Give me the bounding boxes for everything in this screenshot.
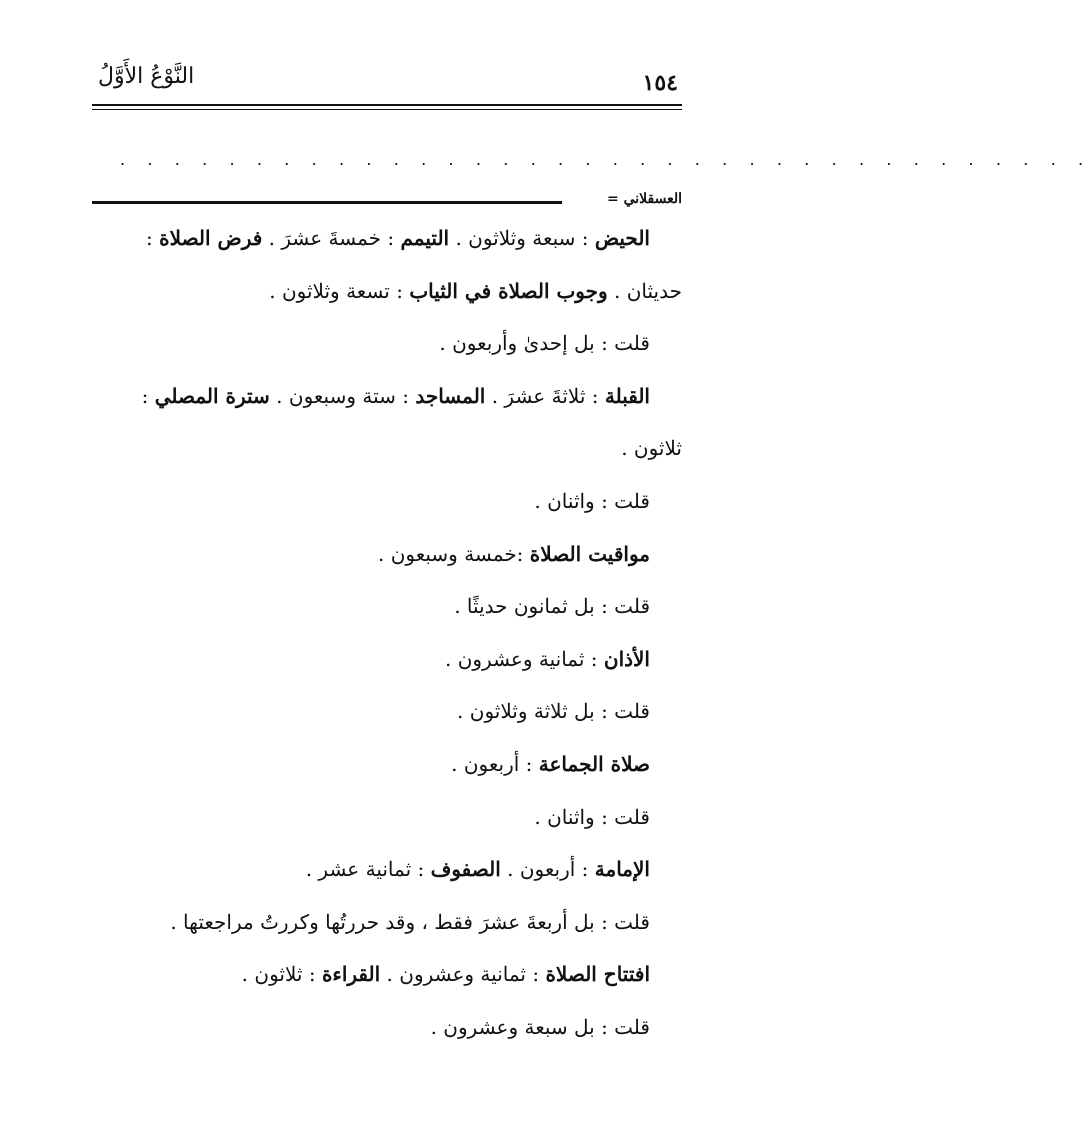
text-run: قلت : بل إحدىٰ وأربعون . (439, 331, 650, 356)
text-run: : ثلاثةَ عشرَ . (485, 383, 605, 408)
text-run: : ثلاثون . (241, 962, 322, 987)
text-line (92, 481, 682, 534)
term: القراءة (321, 962, 381, 987)
term: الإمامة (594, 857, 650, 882)
text-line (92, 639, 682, 692)
term: الحيض (594, 226, 650, 250)
separator-dots: . . . . . . . . . . . . . . . . . . . . . . . . . . . . . . . . . . . . (120, 150, 1092, 169)
text-run: قلت : بل سبعة وعشرون . (430, 1014, 650, 1039)
term: سترة المصلي (154, 383, 270, 408)
footnote-label: العسقلاني = (606, 191, 682, 207)
text-run: : سبعة وثلاثون . (449, 226, 595, 250)
text-line (92, 1007, 682, 1060)
body-text (92, 218, 682, 1060)
text-line (92, 271, 682, 324)
text-line (92, 744, 682, 797)
text-run: قلت : بل ثمانون حديثًا . (454, 594, 650, 619)
page-header (92, 62, 682, 102)
text-run: قلت : بل أربعةَ عشرَ فقط ، وقد حررتُها وكررتُ مراجعتها . (170, 909, 650, 934)
term: وجوب الصلاة في الثياب (409, 278, 608, 303)
term: القبلة (604, 383, 650, 408)
text-run: : ستة وسبعون . (269, 383, 416, 408)
text-run: : (146, 226, 160, 250)
text-run: حديثان . (607, 278, 682, 303)
term: التيمم (400, 226, 450, 250)
text-line (92, 323, 682, 376)
text-line (92, 218, 682, 271)
text-line (92, 428, 682, 481)
text-run: : أربعون . (500, 857, 595, 882)
text-line (92, 534, 682, 587)
text-line (92, 902, 682, 955)
term: افتتاح الصلاة (545, 962, 650, 987)
text-line (92, 376, 682, 429)
footnote-continuation (92, 192, 682, 212)
term: المساجد (415, 383, 486, 408)
text-run: قلت : واثنان . (534, 488, 650, 513)
term: مواقيت الصلاة (529, 541, 650, 566)
text-run: قلت : بل ثلاثة وثلاثون . (457, 699, 650, 724)
term: الأذان (603, 646, 650, 671)
text-run: :خمسة وسبعون . (378, 541, 530, 566)
text-run: : ثمانية وعشرون . (444, 646, 604, 671)
header-rule (92, 104, 682, 110)
running-title: النَّوْعُ الأَوَّلُ (98, 64, 195, 89)
term: صلاة الجماعة (538, 751, 650, 776)
text-run: : ثمانية وعشرون . (380, 962, 546, 987)
text-run: : (141, 383, 155, 408)
text-line (92, 849, 682, 902)
text-run: ثلاثون . (621, 436, 682, 461)
page-number: ١٥٤ (642, 70, 678, 96)
text-run: : ثمانية عشر . (305, 857, 431, 882)
text-line (92, 586, 682, 639)
text-run: : تسعة وثلاثون . (269, 278, 410, 303)
term: فرض الصلاة (159, 226, 263, 250)
footnote-rule (92, 201, 562, 204)
text-run: قلت : واثنان . (534, 804, 650, 829)
text-line (92, 797, 682, 850)
text-run: : خمسةَ عشرَ . (262, 226, 401, 250)
text-line (92, 954, 682, 1007)
term: الصفوف (430, 857, 501, 882)
text-line (92, 691, 682, 744)
text-run: : أربعون . (451, 751, 539, 776)
